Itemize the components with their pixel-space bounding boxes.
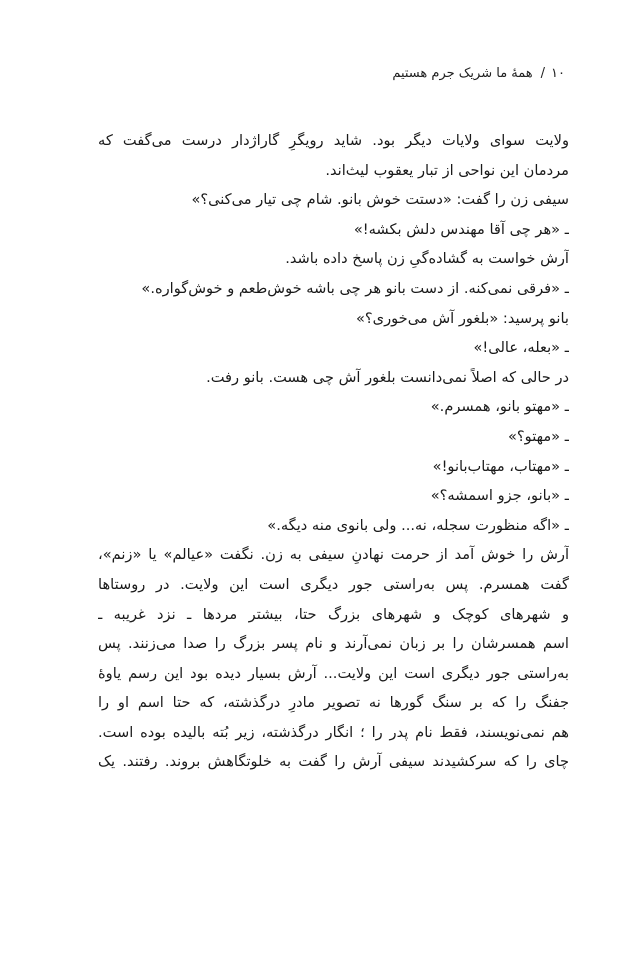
running-header — [60, 64, 565, 84]
page-number: ۱۰ — [551, 66, 565, 81]
text-line: ـ «مهتو بانو، همسرم.» — [430, 398, 569, 416]
text-line: گفت همسرم. پس به‌راستی جور دیگری است این ولایت. در روستاها — [98, 575, 569, 593]
text-line: اسم همسرشان را بر زبان نمی‌آرند و نام پسر بزرگ را صدا می‌زنند. پس — [98, 635, 569, 653]
book-title: همهٔ ما شریک جرم هستیم — [392, 66, 533, 81]
text-line: بانو پرسید: «بلغور آش می‌خوری؟» — [356, 309, 569, 327]
text-line: هم نمی‌نویسند، فقط نام پدر را ؛ انگار درگذشته، زیر بُته بالیده بوده است. — [98, 723, 569, 741]
header-separator: / — [540, 66, 546, 81]
text-line: آرش را خوش آمد از حرمت نهادنِ سیفی به زن. نگفت «عیالم» یا «زنم»، — [98, 546, 569, 564]
text-line: در حالی که اصلاً نمی‌دانست بلغور آش چی هست. بانو رفت. — [206, 368, 569, 386]
text-line: ولایت سوای ولایات دیگر بود. شاید رویگرِ گاراژدار درست می‌گفت که — [98, 132, 569, 149]
text-line: به‌راستی جور دیگری است این ولایت... آرش بسیار دیده بود این رسم یاوهٔ — [98, 664, 569, 682]
text-line: سیفی زن را گفت: «دستت خوش بانو. شام چی تیار می‌کنی؟» — [191, 191, 569, 209]
text-line: ـ «مهتاب، مهتاب‌بانو!» — [432, 457, 569, 475]
text-line: ـ «مهتو؟» — [507, 427, 569, 445]
body-text — [98, 126, 569, 777]
text-line: چای را که سرکشیدند سیفی آرش را گفت به خلوتگاهش بروند. رفتند. یک — [98, 753, 569, 771]
text-line: ـ «فرقی نمی‌کنه. از دست بانو هر چی باشه خوش‌طعم و خوش‌گواره.» — [141, 279, 569, 297]
text-line: ـ «بعله، عالی!» — [473, 339, 569, 357]
text-line: مردمان این نواحی از تبار یعقوب لیث‌اند. — [325, 161, 569, 179]
text-line: و شهرهای کوچک و شهرهای بزرگ حتا، بیشتر مردها ـ نزد غریبه ـ — [98, 605, 569, 623]
text-line: جفنگ را که بر سنگ گورها نه تصویر مادرِ درگذشته، که حتا اسم او را — [98, 694, 569, 712]
text-line: ـ «اگه منظورت سجله، نه... ولی بانوی منه دیگه.» — [267, 516, 569, 534]
text-line: ـ «هر چی آقا مهندس دلش بکشه!» — [353, 220, 569, 238]
text-line: ـ «بانو، جزو اسمشه؟» — [430, 487, 569, 505]
text-line: آرش خواست به گشاده‌گیِ زن پاسخ داده باشد. — [285, 250, 569, 268]
